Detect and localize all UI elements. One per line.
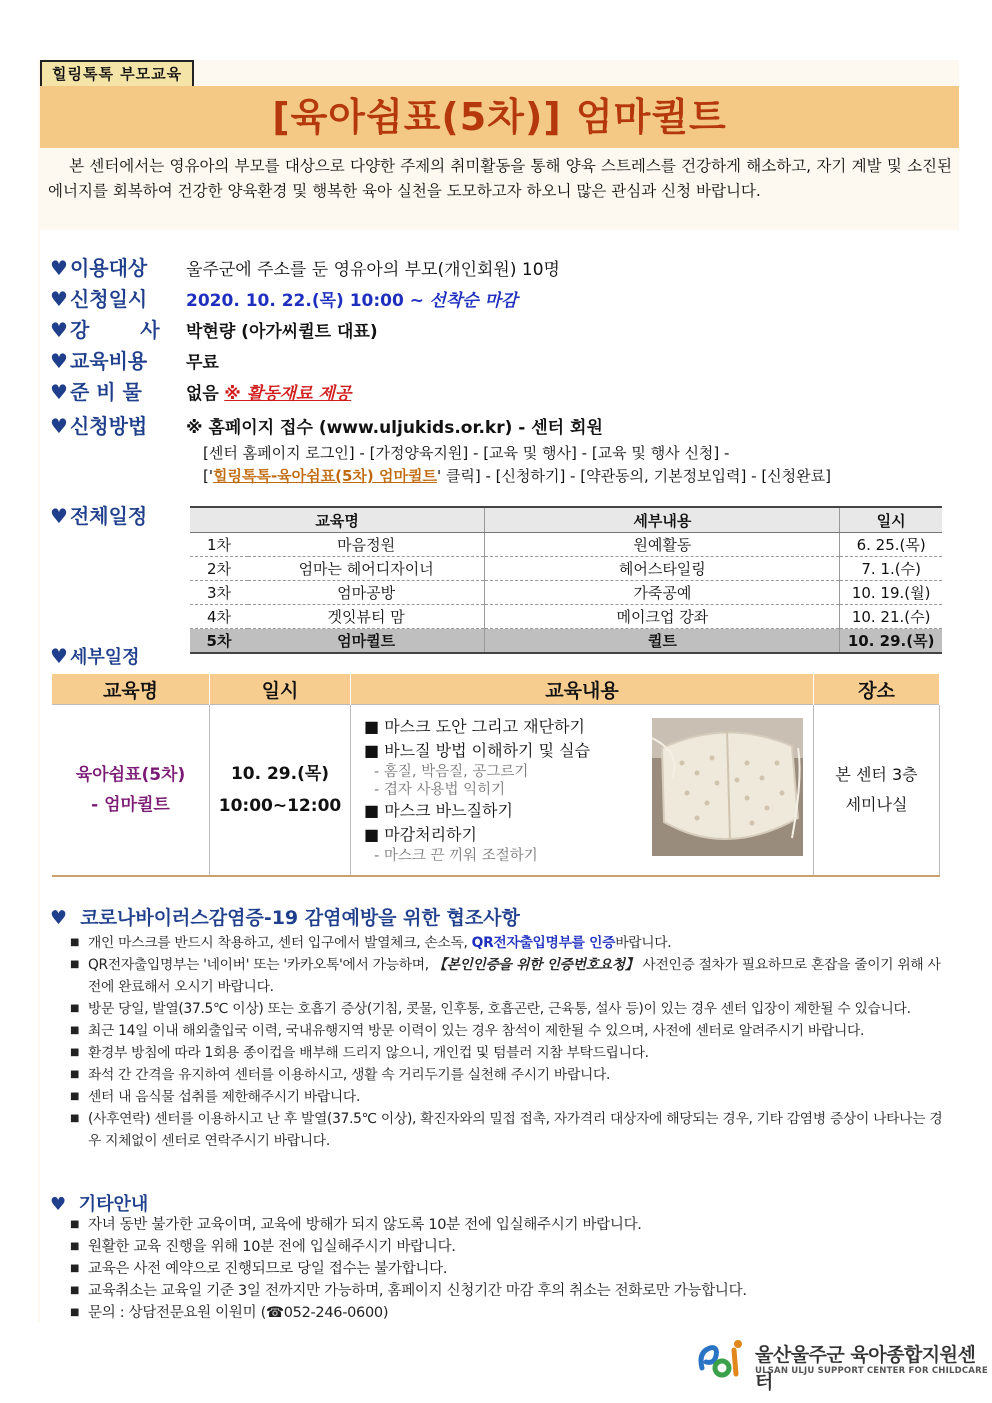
fee-value: 무료 (186, 353, 219, 373)
heart-icon: ♥ (50, 380, 68, 404)
label-schedule: ♥ 전체일정 (50, 504, 148, 528)
covid-list (70, 932, 950, 1152)
center-logo-icon (696, 1338, 748, 1380)
quilt-mask-photo (652, 718, 803, 856)
list-item: ■ 마감처리하기 (364, 825, 477, 844)
target-value: 울주군에 주소를 둔 영유아의 부모(개인회원) 10명 (186, 260, 560, 280)
table-row: 1차 마음정원 원예활동 6. 25.(목) (190, 533, 942, 557)
list-item: ■ 마스크 바느질하기 (364, 801, 513, 820)
list-item: ■ (사후연락) 센터를 이용하시고 난 후 발열(37.5℃ 이상), 확진자와의 밀접 접촉, 자가격리 대상자에 해당되는 경우, 기타 감염병 증상이 나타나는 경우 지체없이 센터로 연락주시기 바랍니다. (70, 1108, 950, 1152)
table-row-highlight: 5차 엄마퀼트 퀼트 10. 29.(목) (190, 629, 942, 654)
label-target: ♥ 이용대상 (50, 256, 148, 280)
prep-value: 없음 ※ 활동재료 제공 (186, 384, 352, 404)
org-name: 울산울주군 육아종합지원센터 (755, 1344, 976, 1393)
method-steps-line1: [센터 홈페이지 로그인] - [가정양육지원] - [교육 및 행사] - [교육 및 행사 신청] - (203, 444, 730, 462)
label-fee: ♥ 교육비용 (50, 349, 148, 373)
list-item: ■ 원활한 교육 진행을 위해 10분 전에 입실해주시기 바랍니다. (70, 1236, 950, 1258)
homepage-menu-link: 힐링톡톡-육아쉼표(5차) 엄마퀼트 (212, 467, 437, 485)
table-row: 4차 겟잇뷰티 맘 메이크업 강좌 10. 21.(수) (190, 605, 942, 629)
heart-icon: ♥ (50, 349, 68, 373)
etc-section-title: ♥ 기타안내 (50, 1194, 149, 1215)
detail-header-date: 일시 (210, 674, 351, 705)
category-tag: 힐링톡톡 부모교육 (40, 60, 194, 86)
intro-text: 본 센터에서는 영유아의 부모를 대상으로 다양한 주제의 취미활동을 통해 양육 스트레스를 건강하게 해소하고, 자기 계발 및 소진된 에너지를 회복하여 건강한 양육환경 및 행복한 육아 실천을 도모하고자 하오니 많은 관심과 신청 바랍니다. (48, 157, 952, 200)
list-item: ■ 방문 당일, 발열(37.5℃ 이상) 또는 호흡기 증상(기침, 콧물, 인후통, 호흡곤란, 근육통, 설사 등)이 있는 경우 센터 입장이 제한될 수 있습니다. (70, 998, 950, 1020)
heart-icon: ♥ (50, 907, 68, 929)
label-detail: ♥ 세부일정 (50, 644, 140, 668)
heart-icon: ♥ (50, 644, 68, 668)
detail-table (52, 674, 940, 877)
table-row: 3차 엄마공방 가죽공예 10. 19.(월) (190, 581, 942, 605)
list-item: ■ 마스크 도안 그리고 재단하기 (364, 717, 585, 736)
heart-icon: ♥ (50, 504, 68, 528)
detail-header-place: 장소 (814, 674, 940, 705)
heart-icon: ♥ (50, 256, 68, 280)
detail-header-content: 교육내용 (351, 674, 814, 705)
apply-value: 2020. 10. 22.(목) 10:00 ~ 선착순 마감 (186, 291, 518, 311)
table-row: 2차 엄마는 헤어디자이너 헤어스타일링 7. 1.(수) (190, 557, 942, 581)
covid-section-title: ♥ 코로나바이러스감염증-19 감염예방을 위한 협조사항 (50, 907, 520, 929)
list-item: ■ 최근 14일 이내 해외출입국 이력, 국내유행지역 방문 이력이 있는 경우 참석이 제한될 수 있으며, 사전에 센터로 알려주시기 바랍니다. (70, 1020, 950, 1042)
list-item: ■ 자녀 동반 불가한 교육이며, 교육에 방해가 되지 않도록 10분 전에 입실해주시기 바랍니다. (70, 1214, 950, 1236)
etc-list (70, 1214, 950, 1324)
detail-header-name: 교육명 (52, 674, 210, 705)
label-lecturer: ♥ 강 사 (50, 318, 182, 342)
list-item: ■ 개인 마스크를 반드시 착용하고, 센터 입구에서 발열체크, 손소독, QR전자출입명부를 인증바랍니다. (70, 932, 950, 954)
detail-datetime: 10. 29.(목) 10:00~12:00 (210, 705, 351, 877)
label-apply: ♥ 신청일시 (50, 287, 148, 311)
list-item: ■ 센터 내 음식물 섭취를 제한해주시기 바랍니다. (70, 1086, 950, 1108)
list-item: ■ QR전자출입명부는 '네이버' 또는 '카카오톡'에서 가능하며, 【본인인증을 위한 인증번호요청】 사전인증 절차가 필요하므로 혼잡을 줄이기 위해 사전에 완료해서 오시기 바랍니다. (70, 954, 950, 998)
label-method: ♥ 신청방법 (50, 414, 148, 438)
heart-icon: ♥ (50, 414, 68, 438)
heart-icon: ♥ (50, 287, 68, 311)
schedule-table (190, 506, 942, 654)
detail-course-name: 육아쉼표(5차) - 엄마퀼트 (52, 705, 210, 877)
list-item: ■ 교육은 사전 예약으로 진행되므로 당일 접수는 불가합니다. (70, 1258, 950, 1280)
list-item: ■ 바느질 방법 이해하기 및 실습 (364, 741, 591, 760)
org-subtitle: ULSAN ULJU SUPPORT CENTER FOR CHILDCARE (755, 1366, 988, 1376)
lecturer-value: 박현량 (아가씨퀼트 대표) (186, 322, 378, 342)
schedule-header-date: 일시 (840, 507, 942, 533)
list-item: ■ 환경부 방침에 따라 1회용 종이컵을 배부해 드리지 않으니, 개인컵 및 텀블러 지참 부탁드립니다. (70, 1042, 950, 1064)
table-row (52, 705, 940, 877)
detail-place: 본 센터 3층 세미나실 (814, 705, 940, 877)
method-value: ※ 홈페이지 접수 (www.uljukids.or.kr) - 센터 회원 (186, 418, 603, 438)
schedule-header-name: 교육명 (190, 507, 485, 533)
page-title: [육아쉼표(5차)] 엄마퀼트 (40, 86, 959, 148)
contact-item: ■ 문의 : 상담전문요원 이원미 (☎052-246-0600) (70, 1302, 950, 1324)
list-item: ■ 좌석 간 간격을 유지하여 센터를 이용하시고, 생활 속 거리두기를 실천해 주시기 바랍니다. (70, 1064, 950, 1086)
list-subitem: - 겹자 사용법 익히기 (374, 782, 506, 798)
list-subitem: - 홈질, 박음질, 공그르기 (374, 764, 529, 780)
schedule-header-detail: 세부내용 (485, 507, 840, 533)
method-steps-line2: ['힐링톡톡-육아쉼표(5차) 엄마퀼트' 클릭] - [신청하기] - [약관동의, 기본정보입력] - [신청완료] (203, 467, 831, 485)
label-prep: ♥ 준 비 물 (50, 380, 142, 404)
list-subitem: - 마스크 끈 끼워 조절하기 (374, 848, 538, 864)
heart-icon: ♥ (50, 318, 68, 342)
list-item: ■ 교육취소는 교육일 기준 3일 전까지만 가능하며, 홈페이지 신청기간 마감 후의 취소는 전화로만 가능합니다. (70, 1280, 950, 1302)
heart-icon: ♥ (50, 1194, 67, 1215)
